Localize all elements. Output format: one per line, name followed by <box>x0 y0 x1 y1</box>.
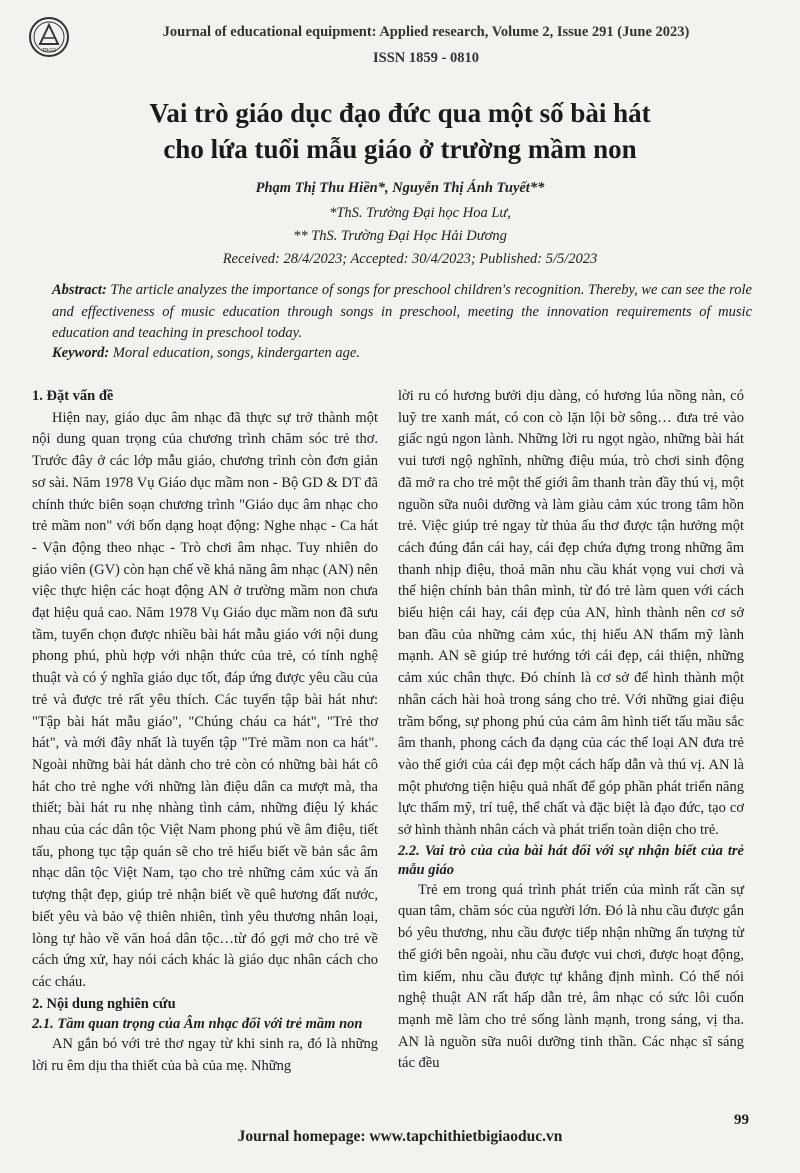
abstract <box>52 280 752 345</box>
abstract-text: The article analyzes the importance of songs for preschool children's recognition. Thereby, we can see the role and effectiveness of music education through songs in preschool, meeting the innovation requirements of music education and teaching in preschool today. <box>52 282 752 341</box>
paragraph: Trẻ em trong quá trình phát triển của mình rất cần sự quan tâm, chăm sóc của người lớn. Đó là nhu cầu được gắn bó yêu thương, nhu cầu được tiếp nhận những ấn tượng từ thế giới bên ngoài, nhu cầu được vui chơi, được hoạt động, tìm kiếm, nhu cầu được tự khẳng định mình. Có thể nói nghệ thuật AN rất hấp dẫn trẻ, âm nhạc có sức lôi cuốn mạnh mẽ làm cho trẻ sống lành mạnh, trong sáng, vị tha. AN là nguồn sữa nuôi dưỡng tinh thần. Các nhạc sĩ sáng tác đều <box>398 881 744 1072</box>
page-number: 99 <box>734 1112 749 1128</box>
subsection-heading-2-1: 2.1. Tầm quan trọng của Âm nhạc đối với trẻ mầm non <box>32 1016 363 1033</box>
article-title-line-2: cho lứa tuổi mẫu giáo ở trường mầm non <box>163 134 637 164</box>
keyword-label: Keyword: <box>52 345 110 361</box>
keyword-text: Moral education, songs, kindergarten age. <box>109 345 360 361</box>
left-column <box>32 386 378 1078</box>
journal-header: Journal of educational equipment: Applied research, Volume 2, Issue 291 (June 2023) <box>162 24 690 40</box>
paragraph: lời ru có hương bưởi dịu dàng, có hương lúa nồng nàn, có luỹ tre xanh mát, có con cò lặn lội bờ sông… đưa trẻ vào giấc ngủ ngon lành. Những lời ru ngọt ngào, những bài hát vui tươi ngộ nghĩnh, những điệu múa, trò chơi sinh động đã mở ra cho trẻ một thế giới âm thanh tràn đầy thú vị, một nguồn sữa nuôi dưỡng và làm giàu cảm xúc trong tâm hồn trẻ. Việc giúp trẻ ngay từ thủa ấu thơ được tận hưởng một cách đúng đắn cái hay, cái đẹp chứa đựng trong những âm thanh nhịp điệu, thoả mãn nhu cầu khát vọng vui chơi và thể hiện chính bản thân mình, từ đó trẻ làm quen với cách biểu hiện cái hay, cái đẹp của AN, hình thành nên cơ sở ban đầu của những cảm xúc, thị hiếu AN thẩm mỹ lành mạnh. AN sẽ giúp trẻ hướng tới cái đẹp, cái thiện, những cảm xúc chân thực. Đó chính là cơ sở để hình thành một nhân cách hài hoà trong sáng cho trẻ. Với những giai điệu trầm bổng, sự phong phú của cảm âm hình tiết tấu mầu sắc âm thanh, phong cách đa dạng của các thể loại AN đưa trẻ vào thế giới của cái đẹp một cách hấp dẫn và thú vị. AN là một phương tiện hiệu quả nhất để góp phần phát triển năng lực thẩm mỹ, trí tuệ, thể chất và đặc biệt là đạo đức, tạo cơ sở hình thành nhân cách và phát triển toàn diện cho trẻ. <box>398 388 744 839</box>
issn: ISSN 1859 - 0810 <box>373 50 479 66</box>
right-column <box>398 386 744 1075</box>
subsection-heading-2-2: 2.2. Vai trò của của bài hát đối với sự nhận biết của trẻ mẫu giáo <box>398 842 744 878</box>
svg-text:TBGD: TBGD <box>41 48 57 54</box>
section-heading-1: 1. Đặt vấn đề <box>32 388 114 404</box>
keywords <box>52 345 752 362</box>
article-title-line-1: Vai trò giáo dục đạo đức qua một số bài hát <box>149 98 651 128</box>
affiliation-2: ** ThS. Trường Đại Học Hải Dương <box>293 228 507 244</box>
section-heading-2: 2. Nội dung nghiên cứu <box>32 995 176 1012</box>
authors: Phạm Thị Thu Hiền*, Nguyễn Thị Ánh Tuyết** <box>255 180 545 196</box>
paragraph: AN gắn bó với trẻ thơ ngay từ khi sinh ra, đó là những lời ru êm dịu tha thiết của bà của mẹ. Những <box>32 1036 378 1075</box>
publication-dates: Received: 28/4/2023; Accepted: 30/4/2023; Published: 5/5/2023 <box>222 251 598 267</box>
paragraph: Hiện nay, giáo dục âm nhạc đã thực sự trở thành một nội dung quan trọng của chương trình chăm sóc trẻ thơ. Trước đây ở các lớp mẫu giáo, chương trình còn đơn giản sơ sài. Năm 1978 Vụ Giáo dục mầm non - Bộ GD & DT đã chính thức biên soạn chương trình "Giáo dục âm nhạc cho trẻ mầm non" với bốn dạng hoạt động: Nghe nhạc - Ca hát - Vận động theo nhạc - Trò chơi âm nhạc. Tuy nhiên do giáo viên (GV) còn hạn chế về khả năng âm nhạc (AN) nên việc thực hiện các hoạt động AN ở trường mầm non chưa đạt hiệu quả cao. Năm 1978 Vụ Giáo dục mầm non đã sưu tầm, tuyển chọn được nhiều bài hát mẫu giáo với nội dung phong phú, phù hợp với nhận thức của trẻ, có tính nghệ thuật và có ý nghĩa giáo dục tốt, đáp ứng được yêu cầu của trẻ và được trẻ rất yêu thích. Các tuyển tập bài hát như: "Tập bài hát mẫu giáo", "Chúng cháu ca hát", "Trẻ thơ hát", và mới đây nhất là tuyển tập "Trẻ mầm non ca hát". Ngoài những bài hát dành cho trẻ còn có những bài hát cô hát cho trẻ nghe với những làn điệu dân ca mượt mà, tha thiết; bài hát ru nhẹ nhàng tình cảm, những điệu lý khác nhau của các dân tộc Việt Nam phong phú về âm điệu, tiết tấu, phong tục tập quán sẽ cho trẻ hiểu biết về bản sắc âm nhạc dân tộc Việt Nam, tạo cho trẻ những cảm xúc và ấn tượng thật đẹp, giúp trẻ nhận biết về quê hương đất nước, biết yêu và bảo vệ thiên nhiên, tình yêu thương nhân loại, lòng tự hào về văn hoá dân tộc…từ đó gợi mở cho trẻ về cách ứng xử, hay nói cách khác là giáo dục nhân cách cho các cháu. <box>32 409 378 990</box>
affiliation-1: *ThS. Trường Đại học Hoa Lư, <box>329 205 511 221</box>
journal-homepage: Journal homepage: www.tapchithietbigiaoduc.vn <box>237 1128 563 1145</box>
abstract-label: Abstract: <box>52 282 107 298</box>
